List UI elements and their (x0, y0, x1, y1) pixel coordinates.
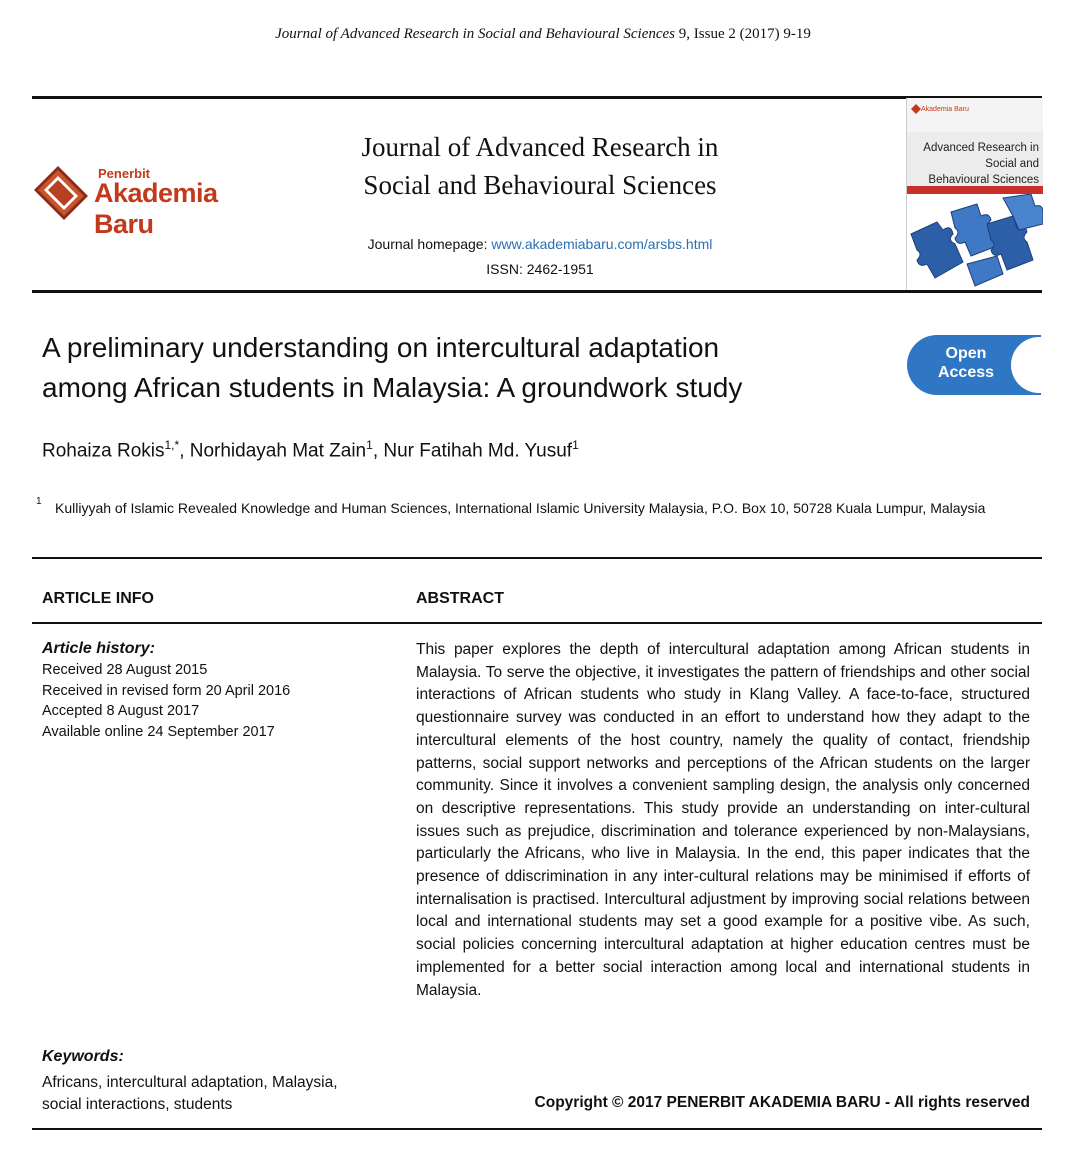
author-affiliation-mark: 1,* (164, 438, 180, 452)
revised-date: Received in revised form 20 April 2016 (42, 682, 291, 699)
article-history-heading: Article history: (42, 640, 155, 657)
online-date: Available online 24 September 2017 (42, 723, 275, 740)
keywords: Africans, intercultural adaptation, Malaysia, social interactions, students (42, 1074, 338, 1113)
affiliation-rule (32, 557, 1042, 559)
author-list: Rohaiza Rokis$^{1,*}$, Norhidayah Mat Zain$^1$, Nur Fatihah Md. Yusuf$^1$ (42, 438, 579, 462)
author-name: Rohaiza Rokis (42, 440, 165, 462)
author-affiliation-mark: 1 (572, 438, 579, 452)
abstract-text: This paper explores the depth of intercultural adaptation among African students in Malaysia. To serve the objective, it investigates the pattern of friendships and other social interactions of African students who study in Klang Valley. A face-to-face, structured questionnaire survey was conducted in an effort to understand how they adapt to the intercultural elements of the host country, namely the quality of contact, friendship patterns, social support networks and perceptions of the African students on the larger community. Since it involves a convenient sampling design, the analysis only concerned on descriptive representations. This study provide an understanding on inter-cultural issues such as prejudice, discrimination and tolerance experienced by non-Malaysians, particularly the Africans, who live in Malaysia. In the end, this paper indicates that the presence of ddiscrimination in any inter-cultural relations may be minimised if efforts of internalisation is practised. Intercultural adjustment by improving social relations between local and international students may set a good example for a positive vibe. As such, social policies concerning intercultural adaptation at higher education centres must be implemented for a better social interaction among local and international students in Malaysia. (416, 641, 1030, 999)
section-heading-rule (32, 622, 1042, 624)
puzzle-pieces-icon (907, 194, 1043, 290)
copyright-notice: Copyright © 2017 PENERBIT AKADEMIA BARU - All rights reserved (534, 1094, 1030, 1111)
cover-brand: Akademia Baru (921, 106, 969, 113)
article-history (42, 660, 290, 742)
bottom-rule (32, 1128, 1042, 1130)
running-header-volume: 9, Issue 2 (2017) 9-19 (675, 26, 811, 42)
journal-homepage (300, 232, 780, 282)
affiliation-number: 1 (36, 496, 42, 507)
author-affiliation-mark: 1 (366, 438, 373, 452)
top-rule (32, 96, 1042, 99)
cover-title: Advanced Research in Social and Behavioural Sciences (923, 142, 1039, 186)
received-date: Received 28 August 2015 (42, 662, 208, 678)
logo-small-text: Penerbit (98, 166, 151, 181)
affiliation: Kulliyyah of Islamic Revealed Knowledge and Human Sciences, International Islamic University Malaysia, P.O. Box 10, 50728 Kuala Lumpur, Malaysia (55, 500, 986, 516)
article-info-heading: ARTICLE INFO (42, 590, 154, 607)
journal-title-line2: Social and Behavioural Sciences (363, 170, 717, 200)
publisher-logo (30, 158, 280, 239)
logo-big-text: Akademia Baru (94, 178, 218, 239)
journal-title (300, 128, 780, 204)
abstract-heading: ABSTRACT (416, 590, 504, 607)
running-header-journal: Journal of Advanced Research in Social and Behavioural Sciences (275, 26, 676, 42)
book-logo-icon (30, 160, 92, 222)
homepage-link[interactable]: www.akademiabaru.com/arsbs.html (491, 236, 713, 252)
running-header (0, 26, 1086, 43)
cover-logo-icon (911, 104, 921, 114)
open-access-label: Open Access (937, 345, 995, 381)
author-name: Norhidayah Mat Zain (189, 440, 367, 462)
header-bottom-rule (32, 290, 1042, 293)
author-name: Nur Fatihah Md. Yusuf (383, 440, 573, 462)
journal-title-line1: Journal of Advanced Research in (361, 132, 719, 162)
accepted-date: Accepted 8 August 2017 (42, 703, 200, 719)
keywords-heading: Keywords: (42, 1048, 124, 1065)
homepage-label: Journal homepage: (367, 236, 492, 252)
article-title: A preliminary understanding on intercultural adaptation among African students in Malaysia: A groundwork study (42, 332, 743, 403)
journal-cover (906, 98, 1043, 290)
open-access-badge[interactable] (907, 335, 1041, 395)
issn: ISSN: 2462-1951 (486, 261, 594, 277)
